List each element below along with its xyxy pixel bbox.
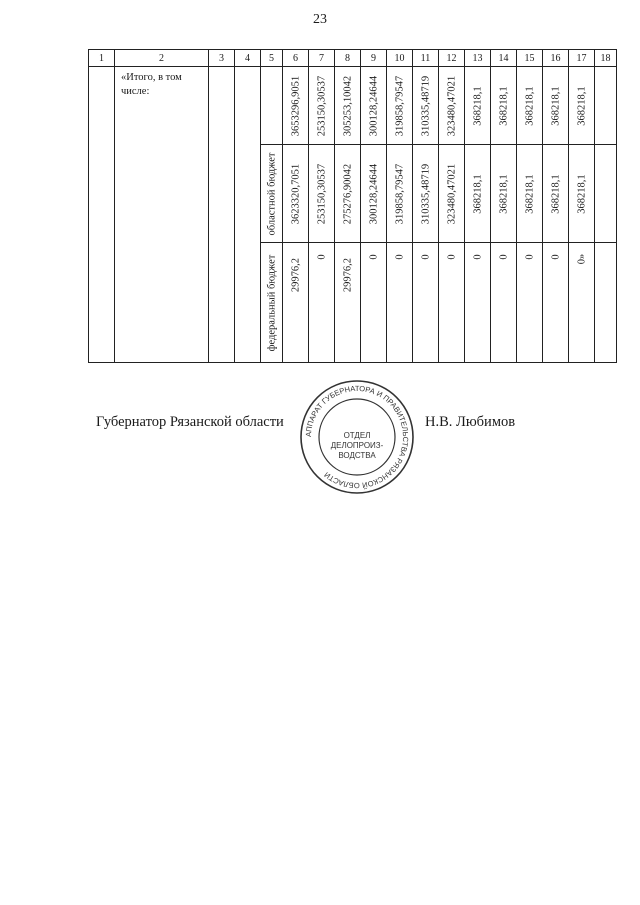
column-number: 7 [309, 50, 335, 67]
regional-value: 300128,24644 [361, 145, 387, 243]
total-value: 253150,30537 [309, 67, 335, 145]
column-number: 13 [465, 50, 491, 67]
column-number: 1 [89, 50, 115, 67]
column-number: 18 [595, 50, 617, 67]
federal-value: 0 [543, 243, 569, 363]
regional-value: 3623320,7051 [283, 145, 309, 243]
column-number: 9 [361, 50, 387, 67]
column-number: 3 [209, 50, 235, 67]
federal-value: 0 [387, 243, 413, 363]
total-value: 319858,79547 [387, 67, 413, 145]
regional-value: 319858,79547 [387, 145, 413, 243]
federal-value: 29976,2 [335, 243, 361, 363]
regional-value: 323480,47021 [439, 145, 465, 243]
column-number: 2 [115, 50, 209, 67]
total-value: 368218,1 [569, 67, 595, 145]
total-value: 368218,1 [543, 67, 569, 145]
federal-value: 0» [569, 243, 595, 363]
regional-value: 368218,1 [465, 145, 491, 243]
column-number: 5 [261, 50, 283, 67]
total-value: 323480,47021 [439, 67, 465, 145]
regional-budget-label: областной бюджет [261, 145, 283, 243]
office-stamp [298, 378, 416, 496]
page-number: 23 [313, 12, 327, 27]
total-value: 305253,10042 [335, 67, 361, 145]
row-cell-18 [595, 67, 617, 145]
stamp-inner-text: ОТДЕЛ ДЕЛОПРОИЗ-ВОДСТВА [330, 431, 384, 460]
federal-value: 0 [517, 243, 543, 363]
regional-value: 368218,1 [543, 145, 569, 243]
regional-value: 310335,48719 [413, 145, 439, 243]
federal-value: 0 [413, 243, 439, 363]
federal-value: 0 [361, 243, 387, 363]
column-number: 15 [517, 50, 543, 67]
row-label-itogo: «Итого, в том числе: [115, 67, 209, 363]
regional-value: 275276,90042 [335, 145, 361, 243]
regional-value: 368218,1 [517, 145, 543, 243]
column-number: 17 [569, 50, 595, 67]
federal-value: 0 [491, 243, 517, 363]
column-number: 11 [413, 50, 439, 67]
row-cell-18 [595, 145, 617, 243]
row-cell-5 [261, 67, 283, 145]
column-number: 12 [439, 50, 465, 67]
budget-table [88, 49, 617, 363]
total-value: 368218,1 [465, 67, 491, 145]
column-number: 16 [543, 50, 569, 67]
column-number: 6 [283, 50, 309, 67]
federal-value: 0 [309, 243, 335, 363]
row-cell-4 [235, 67, 261, 363]
total-value: 3653296,9051 [283, 67, 309, 145]
row-cell-3 [209, 67, 235, 363]
column-number: 14 [491, 50, 517, 67]
total-value: 300128,24644 [361, 67, 387, 145]
federal-budget-label: федеральный бюджет [261, 243, 283, 363]
total-value: 368218,1 [491, 67, 517, 145]
column-number: 8 [335, 50, 361, 67]
row-cell-1 [89, 67, 115, 363]
column-number: 10 [387, 50, 413, 67]
column-number: 4 [235, 50, 261, 67]
federal-value: 0 [465, 243, 491, 363]
total-value: 368218,1 [517, 67, 543, 145]
governor-title: Губернатор Рязанской области [96, 414, 284, 430]
regional-value: 368218,1 [491, 145, 517, 243]
regional-value: 368218,1 [569, 145, 595, 243]
total-row [89, 67, 617, 145]
federal-value: 0 [439, 243, 465, 363]
total-value: 310335,48719 [413, 67, 439, 145]
governor-name: Н.В. Любимов [425, 414, 516, 430]
column-number-row [89, 50, 617, 67]
row-cell-18 [595, 243, 617, 363]
regional-value: 253150,30537 [309, 145, 335, 243]
federal-value: 29976,2 [283, 243, 309, 363]
stamp-outer-text: АППАРАТ ГУБЕРНАТОРА И ПРАВИТЕЛЬСТВА РЯЗАНСКОЙ ОБЛАСТИ [303, 383, 411, 491]
